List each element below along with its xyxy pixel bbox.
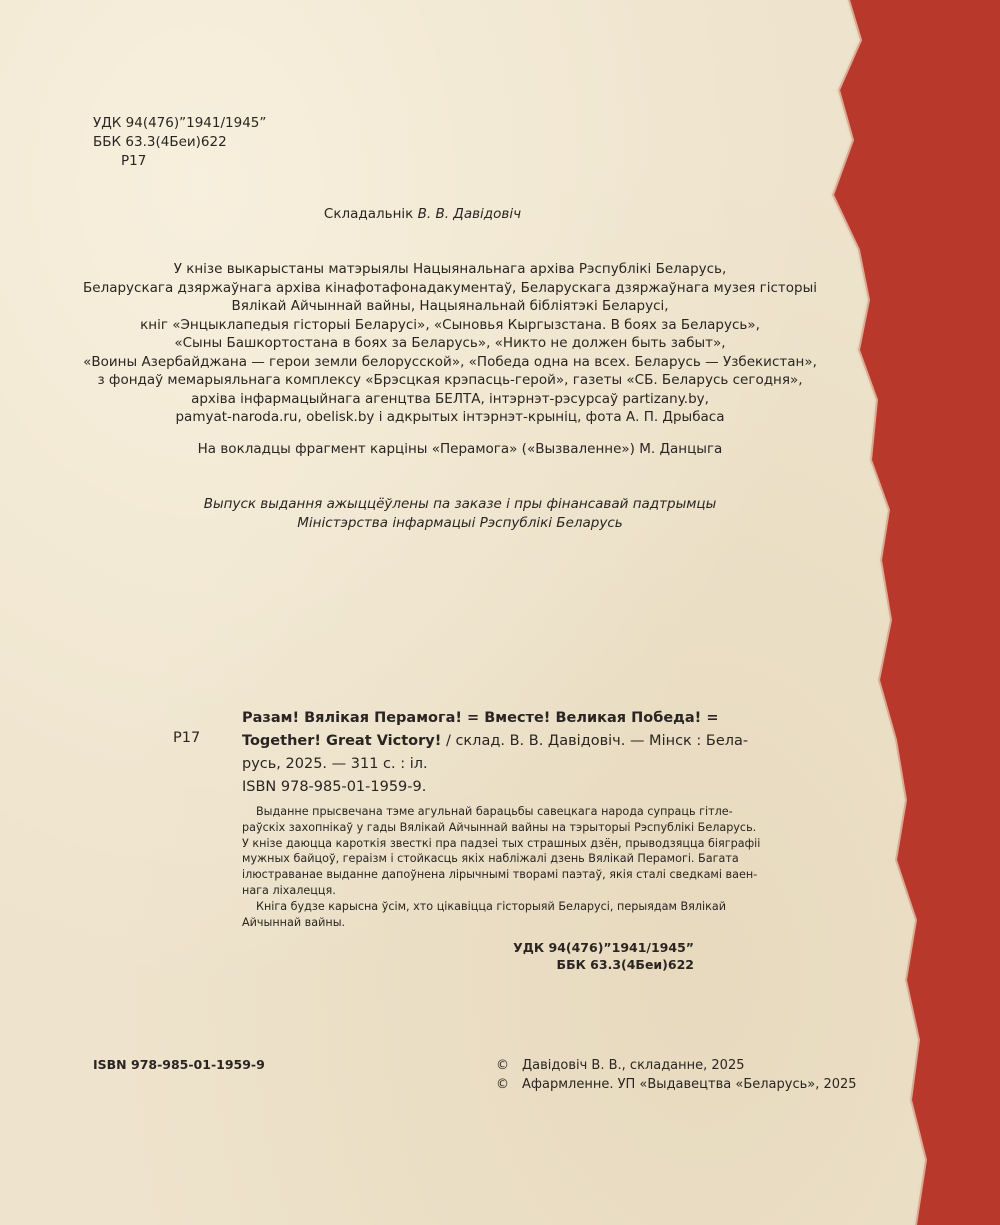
bib-responsibility: / склад. В. В. Давідовіч. — Мінск : Бела- (441, 733, 749, 749)
copyright-text: Давідовіч В. В., складанне, 2025 (522, 1058, 745, 1073)
funding-line: Міністэрства інфармацыі Рэспублікі Беларусь (297, 515, 623, 531)
sources-line: з фондаў мемарыяльнага комплексу «Брэсцкая крэпасць-герой», газеты «СБ. Беларусь сегодня», (97, 372, 803, 388)
bibliographic-record (242, 707, 749, 799)
sources-line: Беларускага дзяржаўнага архіва кінафотафонадакументаў, Беларускага дзяржаўнага музея гісторыі (83, 279, 817, 296)
abstract-line: нага ліхалецця. (242, 883, 336, 897)
bbk-code-right: ББК 63.3(4Беи)622 (556, 957, 694, 972)
sources-line: кніг «Энцыклапедыя гісторыі Беларусі», «Сыновья Кыргызстана. В боях за Беларусь», (140, 316, 760, 333)
abstract-line: Кніга будзе карысна ўсім, хто цікавіцца гісторыяй Беларусі, перыядам Вялікай (256, 899, 727, 913)
sources-line: архіва інфармацыйнага агенцтва БЕЛТА, інтэрнэт-рэсурсаў partizany.by, (191, 390, 709, 407)
copyright-symbol: © (496, 1077, 509, 1092)
copyright-symbol: © (496, 1058, 509, 1073)
copyright-text: Афармленне. УП «Выдавецтва «Беларусь», 2025 (522, 1077, 857, 1092)
abstract-line: ілюстраванае выданне дапоўнена лірычнымі творамі паэтаў, якія сталі сведкамі ваен- (242, 868, 758, 882)
bib-title-english: Together! Great Victory! (242, 733, 442, 749)
classification-right (450, 939, 694, 973)
abstract-line: мужных байцоў, гераізм і стойкасць якіх набліжалі дзень Вялікай Перамогі. Багата (242, 852, 739, 866)
isbn-footer: ISBN 978-985-01-1959-9 (93, 1057, 265, 1072)
funding-line: Выпуск выдання ажыццёўлены па заказе і пры фінансавай падтрымцы (203, 496, 717, 512)
sources-line: Вялікай Айчыннай вайны, Нацыянальнай бібліятэкі Беларусі, (231, 298, 669, 314)
compiler-label: Складальнік (323, 206, 414, 222)
abstract (242, 804, 761, 930)
abstract-line: У кнізе даюцца кароткія звесткі пра падзеі тых страшных дзён, прыводзяцца біяграфіі (242, 836, 761, 850)
sources-paragraph (30, 260, 870, 427)
compiler-line (0, 206, 845, 222)
abstract-line: раўскіх захопнікаў у гады Вялікай Айчыннай вайны на тэрыторыі Рэспублікі Беларусь. (242, 820, 757, 834)
author-mark: Р17 (121, 153, 147, 169)
udk-code: УДК 94(476)”1941/1945” (93, 115, 267, 131)
cover-note: На вокладцы фрагмент карціны «Перамога» («Вызваленне») М. Данцыга (197, 441, 723, 457)
copyright-line (496, 1075, 857, 1094)
bbk-code: ББК 63.3(4Беи)622 (93, 134, 227, 150)
bib-title-line1: Разам! Вялікая Перамога! = Вместе! Великая Победа! = (242, 710, 719, 726)
sources-line: У кнізе выкарыстаны матэрыялы Нацыянальнага архіва Рэспублікі Беларусь, (173, 261, 727, 277)
bib-isbn: ISBN 978-985-01-1959-9. (242, 779, 427, 795)
bib-publication: русь, 2025. — 311 с. : іл. (242, 756, 428, 772)
sources-line: «Сыны Башкортостана в боях за Беларусь», «Никто не должен быть забыт», (174, 335, 726, 351)
compiler-name: В. В. Давідовіч (417, 206, 522, 222)
copyright-line (496, 1056, 857, 1075)
bib-author-mark: Р17 (173, 730, 201, 746)
funding-note (40, 495, 880, 533)
sources-line: pamyat-naroda.ru, obelisk.by і адкрытых інтэрнэт-крыніц, фота А. П. Дрыбаса (175, 409, 725, 425)
catalog-block (93, 114, 266, 171)
udk-code-right: УДК 94(476)”1941/1945” (513, 940, 694, 955)
abstract-line: Айчыннай вайны. (242, 915, 346, 929)
sources-line: «Воины Азербайджана — герои земли белорусской», «Победа одна на всех. Беларусь — Узбекистан», (83, 353, 817, 370)
copyright-block (496, 1056, 857, 1094)
abstract-line: Выданне прысвечана тэме агульнай барацьбы савецкага народа супраць гітле- (256, 805, 733, 818)
